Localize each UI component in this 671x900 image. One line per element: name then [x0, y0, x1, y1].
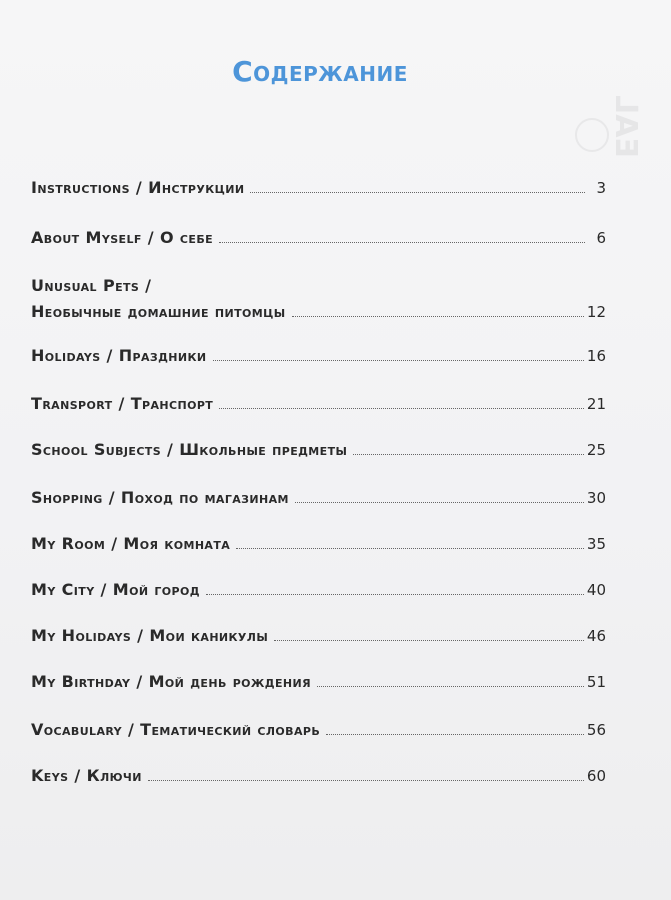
toc-entry-my-room	[31, 532, 606, 556]
page-title: Содержание	[232, 55, 408, 88]
toc-entry-label-line2: Необычные домашние питомцы	[31, 302, 286, 321]
toc-entry-label: School Subjects / Школьные предметы	[31, 440, 348, 459]
toc-entry-keys	[31, 764, 606, 788]
toc-entry-label: Keys / Ключи	[31, 766, 142, 785]
toc-entry-unusual-pets	[31, 274, 606, 324]
toc-page-number: 12	[586, 303, 606, 321]
dot-leader	[326, 734, 584, 735]
toc-page-number: 60	[586, 767, 606, 785]
toc-page-number: 51	[586, 673, 606, 691]
toc-entry-my-birthday	[31, 670, 606, 694]
toc-entry-label: My Holidays / Мои каникулы	[31, 626, 269, 645]
dot-leader	[206, 594, 584, 595]
toc-entry-label: Holidays / Праздники	[31, 346, 207, 365]
toc-entry-holidays	[31, 344, 606, 368]
toc-entry-transport	[31, 392, 606, 416]
dot-leader	[292, 316, 584, 317]
show-through-decoration: EAL	[608, 95, 643, 158]
toc-entry-my-holidays	[31, 624, 606, 648]
toc-entry-label: My City / Мой город	[31, 580, 200, 599]
dot-leader	[219, 242, 585, 243]
toc-page-number: 6	[596, 229, 606, 247]
dot-leader	[236, 548, 584, 549]
toc-entry-label-line1: Unusual Pets /	[31, 276, 152, 295]
toc-page-number: 16	[586, 347, 606, 365]
dot-leader	[250, 192, 585, 193]
dot-leader	[219, 408, 584, 409]
dot-leader	[274, 640, 584, 641]
dot-leader	[353, 454, 584, 455]
dot-leader	[213, 360, 584, 361]
toc-page-number: 30	[586, 489, 606, 507]
dot-leader	[317, 686, 584, 687]
toc-entry-label: My Birthday / Мой день рождения	[31, 672, 311, 691]
toc-entry-my-city	[31, 578, 606, 602]
toc-page-number: 3	[596, 179, 606, 197]
toc-entry-about-myself	[31, 226, 606, 250]
toc-page-number: 40	[586, 581, 606, 599]
toc-entry-shopping	[31, 486, 606, 510]
toc-page-number: 56	[586, 721, 606, 739]
toc-entry-label: Transport / Транспорт	[31, 394, 214, 413]
toc-page-number: 46	[586, 627, 606, 645]
toc-entry-vocabulary	[31, 718, 606, 742]
toc-page-number: 35	[586, 535, 606, 553]
toc-entry-label: Instructions / Инструкции	[31, 178, 245, 197]
toc-entry-label: Vocabulary / Тематический словарь	[31, 720, 321, 739]
toc-entry-label: Shopping / Поход по магазинам	[31, 488, 289, 507]
toc-entry-label: My Room / Моя комната	[31, 534, 231, 553]
toc-entry-label: About Myself / О себе	[31, 228, 214, 247]
dot-leader	[295, 502, 584, 503]
dot-leader	[148, 780, 584, 781]
toc-entry-instructions	[31, 176, 606, 200]
toc-page-number: 21	[586, 395, 606, 413]
toc-entry-school-subjects	[31, 438, 606, 462]
toc-page-number: 25	[586, 441, 606, 459]
